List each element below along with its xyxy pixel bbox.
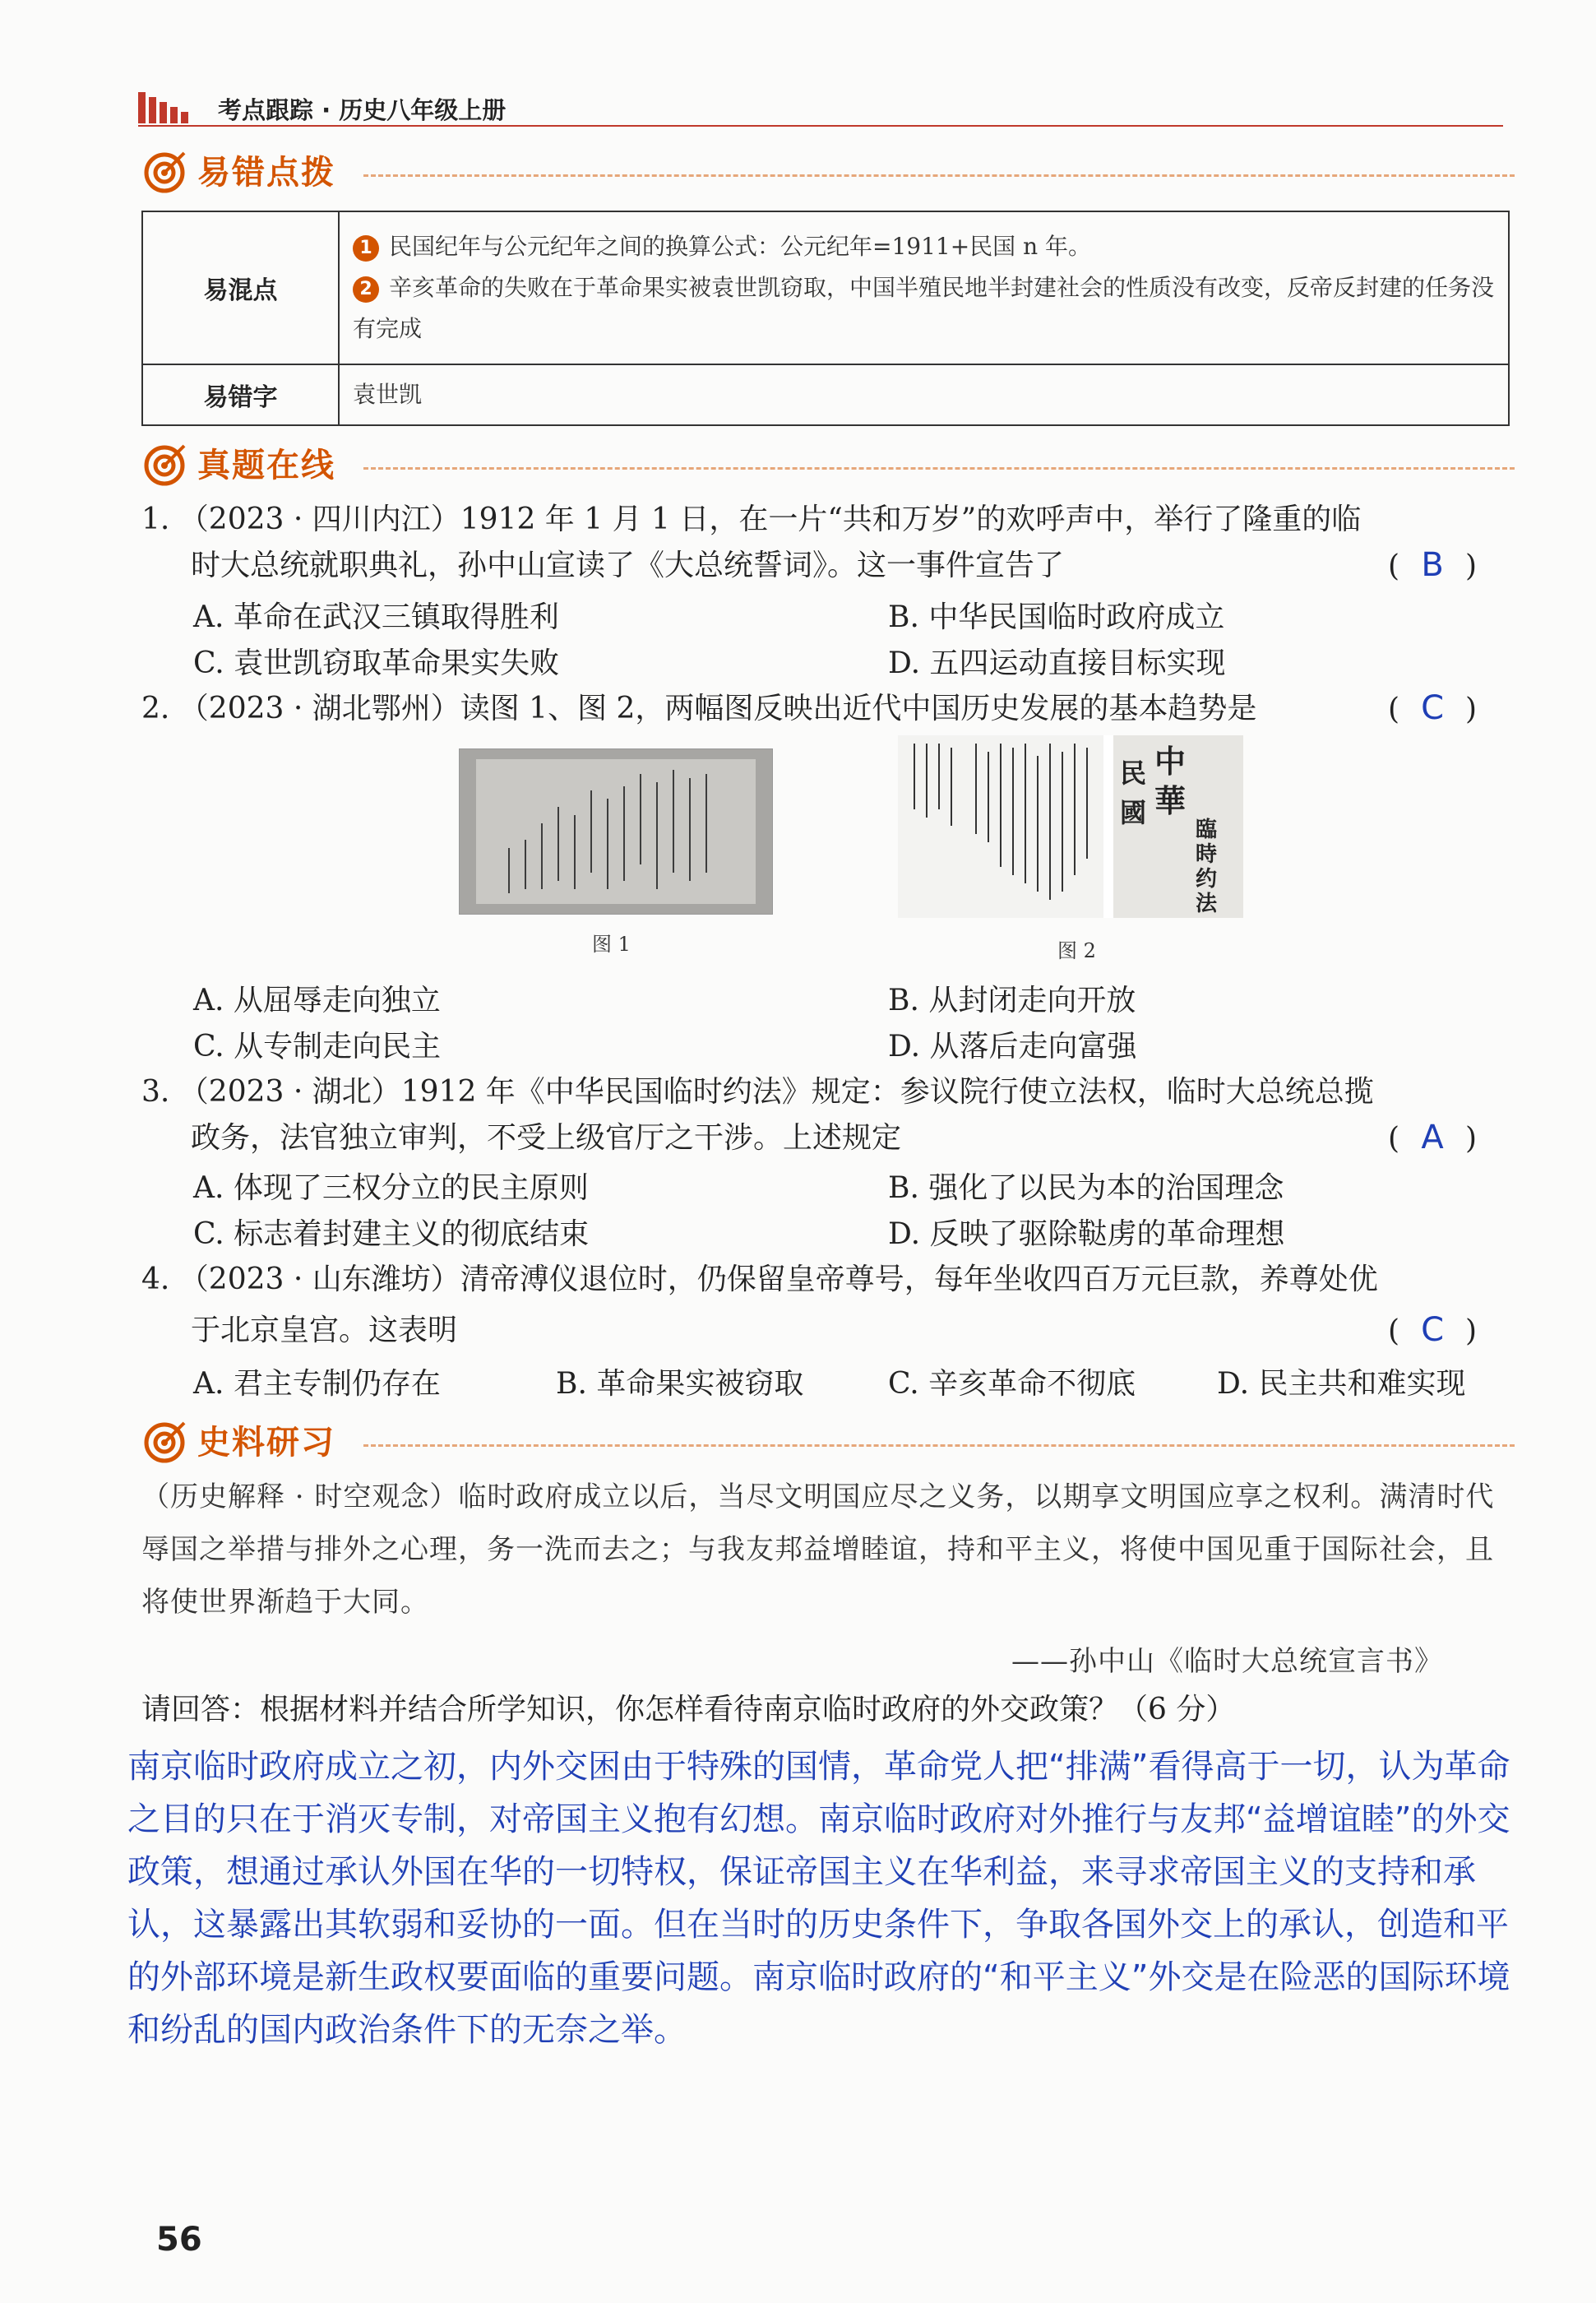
error-table-label-typo: 易错字 — [142, 364, 339, 425]
figure-2-title-col-3: 臨時约法 — [1196, 818, 1218, 916]
answer-letter: B — [1421, 546, 1444, 584]
section-real-questions — [141, 434, 1515, 492]
question-4-option-c: C. 辛亥革命不彻底 — [888, 1367, 1136, 1401]
number-badge: 1 — [353, 235, 379, 262]
question-1-option-b: B. 中华民国临时政府成立 — [888, 600, 1225, 634]
section-dash — [363, 1444, 1515, 1447]
figure-2-caption: 图 2 — [1057, 939, 1096, 962]
error-table-typo-content: 袁世凯 — [339, 364, 1509, 425]
section-error-points — [141, 141, 1515, 199]
target-icon — [141, 1416, 191, 1466]
question-1-line-1: 1. （2023 · 四川内江）1912 年 1 月 1 日，在一片“共和万岁”的欢呼声中，举行了隆重的临 — [141, 503, 1362, 536]
answer-letter: C — [1421, 689, 1445, 727]
question-3-option-c: C. 标志着封建主义的彻底结束 — [193, 1217, 590, 1251]
section-title: 真题在线 — [197, 447, 335, 484]
question-2-option-b: B. 从封闭走向开放 — [888, 984, 1136, 1017]
constitution-photo — [898, 735, 1243, 918]
confuse-item-1: 民国纪年与公元纪年之间的换算公式：公元纪年=1911+民国 n 年。 — [389, 233, 1092, 260]
page-number: 56 — [156, 2221, 202, 2259]
question-1-option-a: A. 革命在武汉三镇取得胜利 — [193, 600, 559, 634]
figure-1-caption: 图 1 — [592, 933, 631, 956]
handwritten-answer: 南京临时政府成立之初，内外交困由于特殊的国情，革命党人把“排满”看得高于一切，认为革命之目的只在于消灭专制，对帝国主义抱有幻想。南京临时政府对外推行与友邦“益增谊睦”的外交政策，想通过承认外国在华的一切特权，保证帝国主义在华利益，来寻求帝国主义的支持和承认，这暴露出其软弱和妥协的一面。但在当时的历史条件下，争取各国外交上的承认，创造和平的外部环境是新生政权要面临的重要问题。南京临时政府的“和平主义”外交是在险恶的国际环境和纷乱的国内政治条件下的无奈之举。 — [127, 1748, 1510, 2049]
question-1-option-c: C. 袁世凯窃取革命果实失败 — [193, 646, 560, 680]
section-dash — [363, 467, 1515, 470]
section-title: 易错点拨 — [197, 154, 335, 192]
question-2-option-d: D. 从落后走向富强 — [888, 1030, 1137, 1063]
question-3-option-d: D. 反映了驱除鞑虏的革命理想 — [888, 1217, 1285, 1251]
question-1-answer: ( B ) — [1388, 546, 1478, 584]
question-2-line-1: 2. （2023 · 湖北鄂州）读图 1、图 2，两幅图反映出近代中国历史发展的基本趋势是 — [141, 692, 1257, 725]
document-photo — [460, 749, 772, 914]
question-4-option-d: D. 民主共和难实现 — [1217, 1367, 1466, 1401]
question-1-option-d: D. 五四运动直接目标实现 — [888, 646, 1226, 680]
number-badge: 2 — [353, 276, 379, 303]
question-3-line-2: 政务，法官独立审判，不受上级官厅之干涉。上述规定 — [191, 1121, 902, 1155]
question-3-line-1: 3. （2023 · 湖北）1912 年《中华民国临时约法》规定：参议院行使立法权，临时大总统总揽 — [141, 1075, 1374, 1109]
question-1-line-2: 时大总统就职典礼，孙中山宣读了《大总统誓词》。这一事件宣告了 — [191, 549, 1065, 582]
source-material: （历史解释 · 时空观念）临时政府成立以后，当尽文明国应尽之义务，以期享文明国应享之权利。满清时代辱国之举措与排外之心理，务一洗而去之；与我友邦益增睦谊，持和平主义，将使中国见重于国际社会，且将使世界渐趋于大同。 — [141, 1480, 1495, 1619]
question-2-option-a: A. 从屈辱走向独立 — [193, 984, 441, 1017]
question-4-option-a: A. 君主专制仍存在 — [193, 1367, 441, 1401]
figure-2-title-col-2: 民國 — [1120, 758, 1147, 828]
target-icon — [141, 146, 191, 196]
question-3-option-b: B. 强化了以民为本的治国理念 — [888, 1171, 1284, 1205]
answer-letter: A — [1421, 1119, 1444, 1156]
question-4-line-1: 4. （2023 · 山东潍坊）清帝溥仪退位时，仍保留皇帝尊号，每年坐收四百万元巨款，养尊处优 — [141, 1263, 1378, 1296]
header-logo-icon — [138, 92, 187, 123]
error-table-label-confuse: 易混点 — [142, 211, 339, 364]
answer-letter: C — [1421, 1311, 1445, 1349]
question-2-answer: ( C ) — [1388, 689, 1478, 727]
question-4-line-2: 于北京皇宫。这表明 — [191, 1314, 458, 1347]
figure-2-image — [898, 735, 1243, 918]
section-source-study — [141, 1411, 1515, 1469]
section-dash — [363, 174, 1515, 177]
error-table — [141, 211, 1510, 426]
question-3-answer: ( A ) — [1388, 1119, 1478, 1156]
error-table-confuse-content — [339, 211, 1509, 364]
target-icon — [141, 439, 191, 489]
header-divider — [138, 125, 1503, 127]
question-4-answer: ( C ) — [1388, 1311, 1478, 1349]
question-3-option-a: A. 体现了三权分立的民主原则 — [193, 1171, 589, 1205]
confuse-item-2: 辛亥革命的失败在于革命果实被袁世凯窃取，中国半殖民地半封建社会的性质没有改变，反帝反封建的任务没有完成 — [353, 274, 1495, 342]
section-title: 史料研习 — [197, 1424, 335, 1462]
source-question: 请回答：根据材料并结合所学知识，你怎样看待南京临时政府的外交政策？（6 分） — [141, 1693, 1236, 1726]
figure-1-image — [459, 748, 773, 915]
question-2-option-c: C. 从专制走向民主 — [193, 1030, 442, 1063]
source-citation: ——孙中山《临时大总统宣言书》 — [1011, 1645, 1443, 1678]
header-title: 考点跟踪 · 历史八年级上册 — [218, 96, 507, 124]
question-4-option-b: B. 革命果实被窃取 — [556, 1367, 804, 1401]
figure-2-title-col-1: 中華 — [1154, 743, 1187, 819]
